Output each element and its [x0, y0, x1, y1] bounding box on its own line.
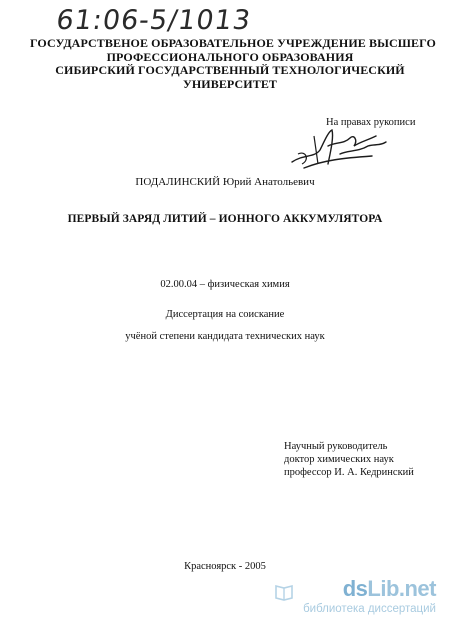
city-year: Красноярск - 2005	[184, 561, 266, 572]
rights-note: На правах рукописи	[326, 117, 416, 128]
dslib-logo-rest: Lib.net	[367, 576, 436, 601]
dissertation-title: ПЕРВЫЙ ЗАРЯД ЛИТИЙ – ИОННОГО АККУМУЛЯТОРА	[67, 213, 383, 225]
specialty-code: 02.00.04 – физическая химия	[160, 279, 290, 290]
org-line-3: СИБИРСКИЙ ГОСУДАРСТВЕННЫЙ ТЕХНОЛОГИЧЕСКИЙ	[55, 63, 405, 77]
org-line-4: УНИВЕРСИТЕТ	[182, 76, 278, 91]
author-name: ПОДАЛИНСКИЙ Юрий Анатольевич	[135, 176, 315, 188]
book-icon	[274, 582, 294, 602]
degree-line-2: учёной степени кандидата технических наук	[125, 331, 325, 342]
dslib-logo-prefix: ds	[342, 576, 368, 601]
supervisor-role: Научный руководитель	[284, 441, 388, 452]
supervisor-degree: доктор химических наук	[284, 454, 394, 465]
handwritten-signature	[284, 124, 394, 174]
dslib-watermark	[266, 576, 446, 622]
handwritten-catalog-code	[55, 2, 255, 36]
org-line-2: ПРОФЕССИОНАЛЬНОГО ОБРАЗОВАНИЯ	[106, 49, 354, 64]
dslib-tagline: библиотека диссертаций	[303, 603, 436, 615]
handwritten-code-text: 61:06-5/1013	[55, 5, 254, 36]
supervisor-block	[284, 440, 414, 479]
org-line-1: ГОСУДАРСТВЕНОЕ ОБРАЗОВАТЕЛЬНОЕ УЧРЕЖДЕНИЕ ВЫСШЕГО	[30, 36, 436, 50]
supervisor-name: профессор И. А. Кедринский	[284, 467, 414, 478]
organization-header	[30, 36, 436, 91]
degree-line-1: Диссертация на соискание	[165, 309, 285, 320]
handwritten-code-svg	[55, 2, 255, 36]
dslib-logo-text	[343, 576, 436, 602]
